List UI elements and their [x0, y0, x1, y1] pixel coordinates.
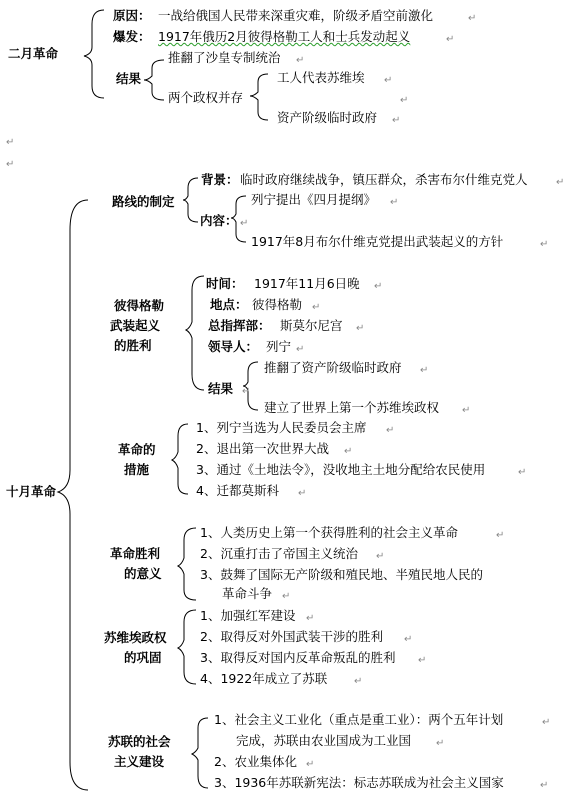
- feb-result-2: 两个政权并存: [168, 90, 244, 105]
- return-mark: ↵: [344, 446, 353, 457]
- return-mark: ↵: [296, 55, 305, 66]
- construction-item: 3、1936年苏联新宪法：标志苏联成为社会主义国家: [214, 775, 504, 790]
- victory-time-label: 时间：: [206, 276, 244, 291]
- return-mark: ↵: [298, 488, 307, 499]
- return-mark: ↵: [296, 344, 305, 355]
- feb-result-1: 推翻了沙皇专制统治: [168, 50, 281, 65]
- measures-item: 4、迁都莫斯科: [196, 483, 279, 498]
- measures-label-2: 措施: [124, 462, 150, 477]
- return-mark: ↵: [306, 613, 315, 624]
- consolidation-item: 4、1922年成立了苏联: [200, 671, 328, 686]
- construction-label-2: 主义建设: [114, 754, 165, 769]
- return-mark: ↵: [376, 551, 385, 562]
- measures-item: 3、通过《土地法令》，没收地主土地分配给农民使用: [196, 462, 486, 477]
- victory-leader-text: 列宁: [266, 339, 292, 354]
- victory-label-3: 的胜利: [114, 338, 152, 353]
- feb-revolution-title: 二月革命: [8, 46, 59, 61]
- significance-item: 革命斗争: [222, 586, 273, 601]
- return-mark: ↵: [446, 34, 455, 45]
- construction-item: 2、农业集体化: [214, 754, 297, 769]
- feb-power-2: 资产阶级临时政府: [277, 110, 378, 125]
- feb-outbreak-label: 爆发：: [113, 29, 151, 44]
- victory-label-2: 武装起义: [110, 318, 161, 333]
- return-mark: ↵: [240, 218, 249, 229]
- significance-item: 3、鼓舞了国际无产阶级和殖民地、半殖民地人民的: [200, 567, 483, 582]
- oct-revolution-title: 十月革命: [6, 484, 57, 499]
- route-bg-text: 临时政府继续战争，镇压群众，杀害布尔什维克党人: [240, 172, 528, 187]
- significance-label-1: 革命胜利: [110, 546, 161, 561]
- return-mark: ↵: [392, 115, 401, 126]
- return-mark: ↵: [540, 239, 549, 250]
- victory-label-1: 彼得格勒: [114, 298, 165, 313]
- return-mark: ↵: [312, 302, 321, 313]
- construction-item: 1、社会主义工业化（重点是重工业）：两个五年计划: [214, 712, 504, 727]
- return-mark: ↵: [282, 591, 291, 602]
- return-mark: ↵: [496, 530, 505, 541]
- return-mark: ↵: [6, 137, 15, 148]
- significance-item: 1、人类历史上第一个获得胜利的社会主义革命: [200, 525, 458, 540]
- return-mark: ↵: [420, 365, 429, 376]
- route-content-1: 列宁提出《四月提纲》: [251, 192, 377, 207]
- consolidation-item: 1、加强红军建设: [200, 608, 296, 623]
- return-mark: ↵: [242, 386, 251, 397]
- victory-hq-text: 斯莫尔尼宫: [280, 318, 343, 333]
- victory-leader-label: 领导人：: [208, 339, 259, 354]
- victory-place-label: 地点：: [210, 297, 248, 312]
- feb-power-1: 工人代表苏维埃: [277, 70, 365, 85]
- return-mark: ↵: [374, 281, 383, 292]
- route-bg-label: 背景：: [201, 172, 239, 187]
- feb-cause-label: 原因：: [113, 8, 151, 23]
- return-mark: ↵: [518, 467, 527, 478]
- victory-result-2: 建立了世界上第一个苏维埃政权: [264, 400, 440, 415]
- feb-cause-text: 一战给俄国人民带来深重灾难，阶级矛盾空前激化: [158, 8, 434, 23]
- return-mark: ↵: [436, 738, 445, 749]
- feb-outbreak-text: 1917年俄历2月彼得格勒工人和士兵发动起义: [158, 29, 411, 44]
- return-mark: ↵: [404, 634, 413, 645]
- return-mark: ↵: [384, 75, 393, 86]
- return-mark: ↵: [462, 405, 471, 416]
- consolidation-label-2: 的巩固: [124, 650, 162, 665]
- victory-result-1: 推翻了资产阶级临时政府: [264, 360, 402, 375]
- route-content-2: 1917年8月布尔什维克党提出武装起义的方针: [251, 234, 504, 249]
- return-mark: ↵: [306, 759, 315, 770]
- measures-label-1: 革命的: [118, 442, 156, 457]
- return-mark: ↵: [468, 13, 477, 24]
- measures-item: 1、列宁当选为人民委员会主席: [196, 420, 367, 435]
- return-mark: ↵: [354, 676, 363, 687]
- route-content-label: 内容：: [200, 213, 238, 228]
- construction-item: 完成，苏联由农业国成为工业国: [236, 733, 412, 748]
- feb-result-label: 结果: [116, 71, 142, 86]
- consolidation-label-1: 苏维埃政权: [104, 630, 167, 645]
- significance-item: 2、沉重打击了帝国主义统治: [200, 546, 358, 561]
- construction-label-1: 苏联的社会: [108, 734, 171, 749]
- victory-hq-label: 总指挥部：: [208, 318, 271, 333]
- measures-item: 2、退出第一次世界大战: [196, 441, 329, 456]
- return-mark: ↵: [542, 717, 551, 728]
- significance-label-2: 的意义: [124, 566, 162, 581]
- return-mark: ↵: [6, 159, 15, 170]
- route-label: 路线的制定: [112, 194, 175, 209]
- return-mark: ↵: [400, 95, 409, 106]
- return-mark: ↵: [390, 197, 399, 208]
- return-mark: ↵: [556, 177, 565, 188]
- victory-time-text: 1917年11月6日晚: [254, 276, 360, 291]
- victory-result-label: 结果: [208, 381, 234, 396]
- consolidation-item: 3、取得反对国内反革命叛乱的胜利: [200, 650, 396, 665]
- return-mark: ↵: [418, 655, 427, 666]
- return-mark: ↵: [356, 323, 365, 334]
- return-mark: ↵: [386, 425, 395, 436]
- return-mark: ↵: [540, 780, 549, 791]
- victory-place-text: 彼得格勒: [252, 297, 303, 312]
- consolidation-item: 2、取得反对外国武装干涉的胜利: [200, 629, 383, 644]
